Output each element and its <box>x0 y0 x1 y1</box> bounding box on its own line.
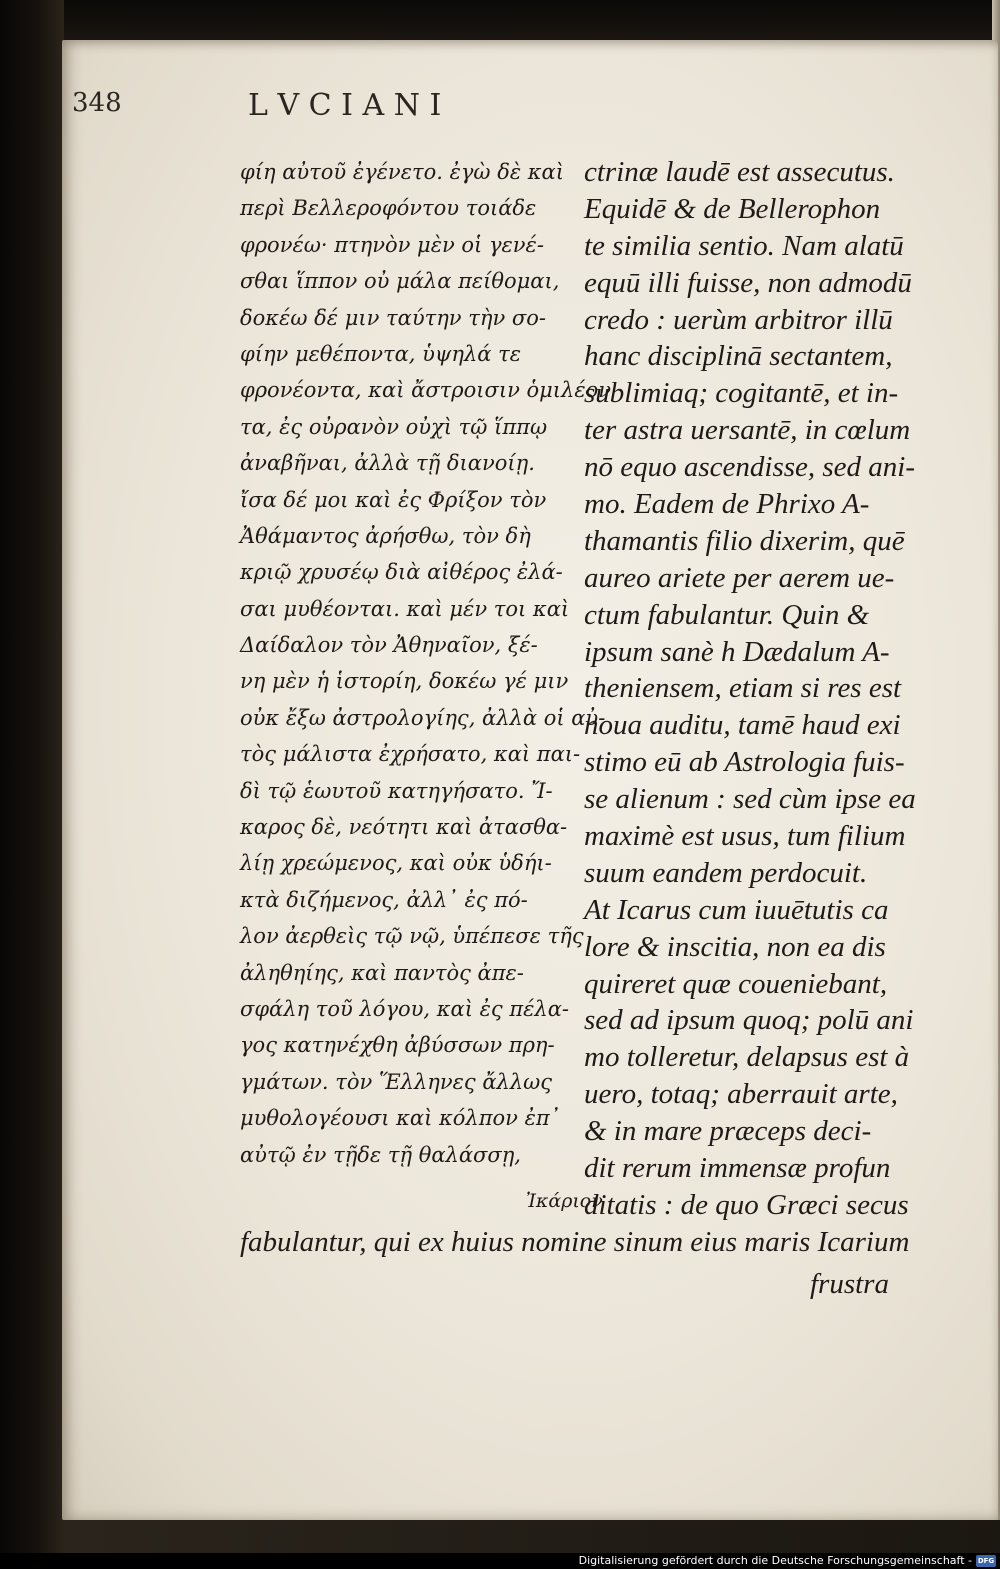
greek-text-line: φρονέω· πτηνὸν μὲν οἱ γενέ- <box>240 232 544 257</box>
greek-text-line: καρος δὲ, νεότητι καὶ ἀτασθα- <box>240 815 568 840</box>
latin-text-line: nō equo ascendisse, sed ani- <box>584 451 916 484</box>
greek-text-line: λον ἀερθεὶς τῷ νῷ, ὑπέπεσε τῆς <box>240 924 584 949</box>
greek-text-line: κριῷ χρυσέῳ διὰ αἰθέρος ἐλά- <box>240 560 563 585</box>
greek-text-line: φίην μεθέποντα, ὑψηλά τε <box>240 341 522 366</box>
latin-text-line: ter astra uersantē, in cœlum <box>584 414 911 447</box>
latin-text-line: equū illi fuisse, non admodū <box>584 266 912 299</box>
latin-text-line: mo tolleretur, delapsus est à <box>584 1041 910 1074</box>
greek-text-line: τὸς μάλιστα ἐχρήσατο, καὶ παι- <box>240 742 581 767</box>
running-head: L V C I A N I <box>248 88 442 123</box>
latin-catchword: frustra <box>810 1268 889 1300</box>
latin-text-line: ditatis : de quo Græci secus <box>584 1188 909 1221</box>
greek-text-line: μυθολογέουσι καὶ κόλπον ἐπ᾽ <box>240 1106 561 1131</box>
greek-catchword: Ἰκάριον <box>526 1190 603 1212</box>
greek-text-line: νη μὲν ἡ ἱστορίη, δοκέω γέ μιν <box>240 669 569 694</box>
greek-text-line: φίη αὐτοῦ ἐγένετο. ἐγὼ δὲ καὶ <box>240 160 564 184</box>
latin-text-line: aureo ariete per aerem ue- <box>584 561 895 594</box>
latin-text-line: maximè est usus, tum filium <box>584 820 906 853</box>
latin-text-line: thamantis filio dixerim, quē <box>584 524 905 557</box>
greek-text-line: δὶ τῷ ἑωυτοῦ κατηγήσατο. Ἴ- <box>240 778 553 803</box>
latin-text-line: theniensem, etiam si res est <box>584 672 902 705</box>
footer-bar <box>0 1553 1000 1569</box>
greek-text-line: γος κατηνέχθη ἀβύσσων πρη- <box>240 1033 555 1058</box>
greek-text-line: Δαίδαλον τὸν Ἀθηναῖον, ξέ- <box>240 633 538 658</box>
latin-text-line: uero, totaq; aberrauit arte, <box>584 1078 898 1111</box>
greek-text-column <box>240 154 620 1173</box>
latin-text-line: suum eandem perdocuit. <box>584 856 868 889</box>
book-binding-edge <box>0 0 64 1569</box>
dfg-logo: DFG <box>977 1557 995 1565</box>
greek-text-line: λίῃ χρεώμενος, καὶ οὐκ ὑδήι- <box>240 851 552 876</box>
latin-text-line: ctrinæ laudē est assecutus. <box>584 156 895 188</box>
page-number: 348 <box>72 88 122 118</box>
greek-text-line: σθαι ἵππον οὐ μάλα πείθομαι, <box>240 269 560 294</box>
greek-text-line: Ἀθάμαντος ἀρήσθω, τὸν δὴ <box>240 523 531 548</box>
greek-text-line: ἀναβῆναι, ἀλλὰ τῇ διανοίῃ. <box>240 451 535 476</box>
latin-text-line: te similia sentio. Nam alatū <box>584 229 904 262</box>
greek-text-line: ἀληθηίης, καὶ παντὸς ἀπε- <box>240 960 524 985</box>
latin-text-line: hanc disciplinā sectantem, <box>584 340 893 373</box>
latin-text-line: ipsum sanè h Dædalum A- <box>584 635 890 668</box>
latin-text-line: At Icarus cum iuuētutis ca <box>584 893 889 926</box>
latin-text-line: noua auditu, tamē haud exi <box>584 709 901 742</box>
latin-text-line: sed ad ipsum quoq; polū ani <box>584 1004 914 1037</box>
full-width-latin-line: fabulantur, qui ex huius nomine sinum eius maris Icarium <box>240 1226 910 1258</box>
latin-text-line: sublimiaq; cogitantē, et in- <box>584 377 899 410</box>
latin-text-line: Equidē & de Bellerophon <box>584 192 881 225</box>
greek-text-line: κτὰ διζήμενος, ἀλλ᾽ ἐς πό- <box>240 887 528 912</box>
latin-text-line: quireret quæ coueniebant, <box>584 967 888 1000</box>
latin-text-line: ctum fabulantur. Quin & <box>584 598 870 631</box>
latin-text-column <box>584 154 924 1224</box>
latin-text-line: mo. Eadem de Phrixo A- <box>584 488 870 521</box>
scan-top-shadow <box>0 0 1000 40</box>
greek-text-line: σφάλη τοῦ λόγου, καὶ ἐς πέλα- <box>240 996 569 1021</box>
footer-credit: Digitalisierung gefördert durch die Deutsche Forschungsgemeinschaft - <box>578 1554 972 1567</box>
latin-text-line: se alienum : sed cùm ipse ea <box>584 783 916 816</box>
greek-text-line: δοκέω δέ μιν ταύτην τὴν σο- <box>240 305 546 330</box>
latin-text-line: credo : uerùm arbitror illū <box>584 303 893 336</box>
greek-text-line: ἴσα δέ μοι καὶ ἐς Φρίξον τὸν <box>240 487 547 512</box>
greek-text-line: τα, ἐς οὐρανὸν οὐχὶ τῷ ἵππῳ <box>240 414 548 439</box>
greek-text-line: αὐτῷ ἐν τῇδε τῇ θαλάσσῃ, <box>240 1142 521 1167</box>
latin-text-line: stimo eū ab Astrologia fuis- <box>584 746 905 779</box>
greek-text-line: σαι μυθέονται. καὶ μέν τοι καὶ <box>240 596 570 621</box>
latin-text-line: lore & inscitia, non ea dis <box>584 930 886 963</box>
latin-text-line: dit rerum immensæ profun <box>584 1152 891 1185</box>
greek-text-line: περὶ Βελλεροφόντου τοιάδε <box>240 196 537 221</box>
latin-text-line: & in mare præceps deci- <box>584 1115 872 1148</box>
greek-text-line: οὐκ ἔξω ἀστρολογίης, ἀλλὰ οἱ αὐ- <box>240 705 606 730</box>
greek-text-line: φρονέοντα, καὶ ἄστροισιν ὁμιλέον <box>240 378 612 403</box>
greek-text-line: γμάτων. τὸν Ἕλληνες ἄλλως <box>240 1069 553 1094</box>
